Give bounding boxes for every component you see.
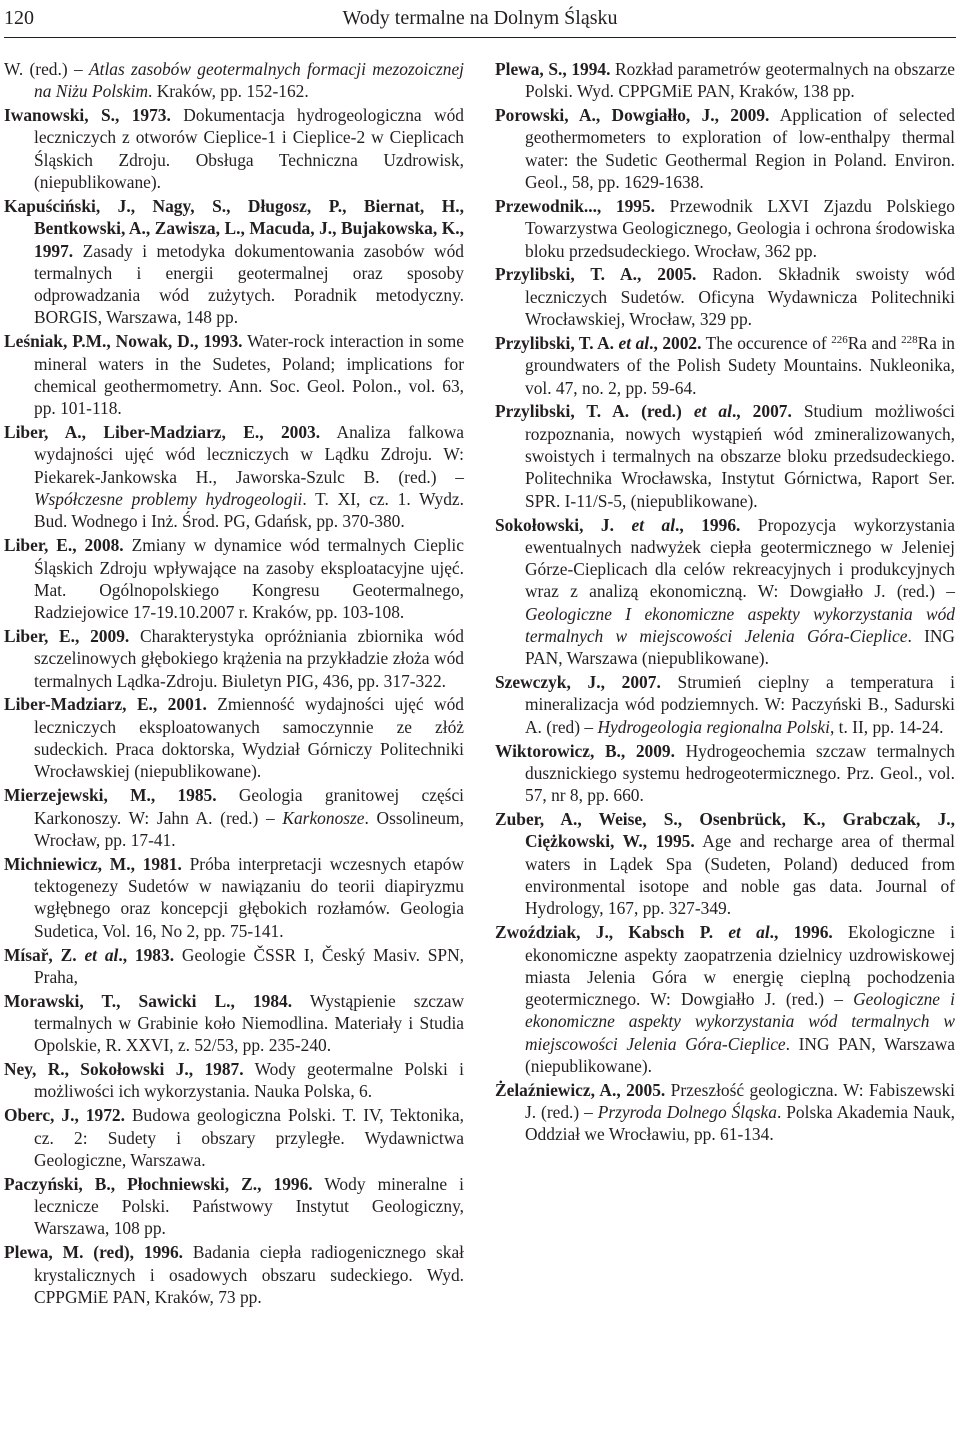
reference-text: Strumień cieplny a temperatura i mineralizacja wód podziemnych. W: Paczyński B., Sadurski A. (red) – xyxy=(525,672,955,737)
reference-author: Przylibski, T. A., 2005. xyxy=(495,264,697,285)
reference-entry xyxy=(495,740,955,807)
reference-entry xyxy=(4,104,464,193)
reference-author: Liber, E., 2008. xyxy=(4,535,124,556)
reference-author: Ney, R., Sokołowski J., 1987. xyxy=(4,1059,244,1080)
reference-text: Rozkład parametrów geotermalnych na obszarze Polski. Wyd. CPPGMiE PAN, Kraków, 138 pp. xyxy=(525,59,956,102)
reference-author: Szewczyk, J., 2007. xyxy=(495,672,661,693)
running-header xyxy=(4,4,956,32)
reference-entry xyxy=(4,195,464,329)
reference-title: Atlas zasobów geotermalnych formacji mezozoicznej na Niżu Polskim xyxy=(34,59,464,102)
reference-text: . Kraków, pp. 152-162. xyxy=(148,81,309,102)
reference-author: Mísař, Z. xyxy=(4,944,85,965)
reference-entry xyxy=(495,514,955,670)
reference-text: The occurence of xyxy=(701,332,832,353)
reference-text: Studium możliwości rozpoznania, nowych wystąpień wód zmineralizowanych, swoistych i termalnych na obszarze bloku przedsudeckiego. Politechnika Wrocławska, Instytut Górnictwa, Raport Ser. SPR. I-11/S-5, (niepublikowane). xyxy=(525,401,955,511)
reference-text: Przeszłość geologiczna. W: Fabiszewski J. (red.) – xyxy=(525,1079,955,1123)
reference-entry xyxy=(495,263,955,330)
reference-entry xyxy=(4,693,464,782)
reference-text: Analiza falkowa wydajności ujęć wód leczniczych w Lądku Zdroju. W: Piekarek-Jankowska H., Jaworska-Szulc B. (red.) – xyxy=(34,422,464,487)
reference-entry xyxy=(495,921,955,1077)
reference-text: Ra and xyxy=(847,332,902,353)
reference-entry xyxy=(4,534,464,623)
reference-author: Zwoździak, J., Kabsch P. xyxy=(495,922,729,943)
reference-text: Przewodnik LXVI Zjazdu Polskiego Towarzystwa Geologicznego, Geologia i ochrona środowiska bloku przedsudeckiego. Wrocław, 362 pp. xyxy=(525,195,955,261)
reference-author: Paczyński, B., Płochniewski, Z., 1996. xyxy=(4,1173,313,1194)
reference-entry xyxy=(4,853,464,942)
reference-text: Zasady i metodyka dokumentowania zasobów wód termalnych i energii geotermalnej oraz sposoby odprowadzania wód zużytych. Poradnik metodyczny. BORGIS, Warszawa, 148 pp. xyxy=(34,240,464,328)
reference-text: Badania ciepła radiogenicznego skał krystalicznych i osadowych obszaru sudeckiego. Wyd. CPPGMiE PAN, Kraków, 73 pp. xyxy=(34,1242,464,1307)
reference-entry xyxy=(4,1173,464,1240)
reference-author: Plewa, S., 1994. xyxy=(495,59,611,79)
reference-text: . Polska Akademia Nauk, Oddział we Wrocławiu, pp. 61-134. xyxy=(525,1102,955,1145)
reference-author: et al xyxy=(618,332,650,353)
reference-text: Ra in groundwaters of the Polish Sudety Mountains. Nukleonika, vol. 47, no. 2, pp. 59-64. xyxy=(525,332,955,398)
reference-text: W. (red.) – xyxy=(4,59,89,79)
reference-author: et al xyxy=(728,922,770,943)
reference-author: Zuber, A., Weise, S., Osenbrück, K., Grabczak, J., Ciężkowski, W., 1995. xyxy=(495,809,955,852)
reference-author: Kapuściński, J., Nagy, S., Długosz, P., Biernat, H., Bentkowski, A., Zawisza, L., Macuda, J., Bujakowska, K., 1997. xyxy=(4,195,464,261)
reference-title: Współczesne problemy hydrogeologii xyxy=(34,489,303,510)
reference-author: Iwanowski, S., 1973. xyxy=(4,105,171,126)
reference-text: 228 xyxy=(901,333,918,346)
reference-text: Zmiany w dynamice wód termalnych Cieplic Śląskich Zdroju wpływające na zasoby eksploatacyjne ujęć. Mat. Ogólnopolskiego Kongresu Geotermalnego, Radziejowice 17-19.10.2007 r. Kraków, pp. 103-108. xyxy=(34,535,464,623)
reference-text: Hydrogeochemia szczaw termalnych dusznickiego systemu hedrogeotermicznego. Prz. Geol., vol. 57, nr 8, pp. 660. xyxy=(525,740,955,806)
reference-author: Liber, E., 2009. xyxy=(4,625,130,646)
reference-author: Żelaźniewicz, A., 2005. xyxy=(495,1079,666,1100)
reference-title: Przyroda Dolnego Śląska xyxy=(597,1102,777,1123)
reference-entry xyxy=(4,1058,464,1103)
reference-entry xyxy=(495,195,955,262)
reference-text: Wody mineralne i lecznicze Polski. Państwowy Instytut Geologiczny, Warszawa, 108 pp. xyxy=(34,1173,464,1239)
reference-text: Age and recharge area of thermal waters in Lądek Spa (Sudeten, Poland) deduced from environmental isotope and noble gas data. Journal of Hydrology, 167, pp. 327-349. xyxy=(525,831,956,919)
reference-text: Wystąpienie szczaw termalnych w Grabinie koło Niemodlina. Materiały i Studia Opolskie, R. XXVI, z. 52/53, pp. 235-240. xyxy=(34,990,464,1056)
reference-author: ., 1996. xyxy=(675,514,741,535)
reference-text: Radon. Składnik swoisty wód leczniczych Sudetów. Oficyna Wydawnicza Politechniki Wrocławskiej, Wrocław, 329 pp. xyxy=(525,264,955,330)
reference-text: Budowa geologiczna Polski. T. IV, Tektonika, cz. 2: Sudety i obszary przyległe. Wydawnictwa Geologiczne, Warszawa. xyxy=(34,1105,464,1170)
reference-author: ., 2002. xyxy=(649,332,702,353)
reference-author: ., 2007. xyxy=(731,401,792,422)
reference-text: Application of selected geothermometers to exploration of low-enthalpy thermal water: the Sudetic Geothermal Region in Poland. Environ. Geol., 58, pp. 1629-1638. xyxy=(525,105,955,193)
reference-entry xyxy=(495,58,955,103)
reference-title: Karkonosze xyxy=(282,807,365,828)
reference-author: Przylibski, T. A. xyxy=(495,332,619,353)
reference-text: Geologie ČSSR I, Český Masiv. SPN, Praha, xyxy=(34,944,465,987)
reference-author: Porowski, A., Dowgiałło, J., 2009. xyxy=(495,105,770,126)
reference-text: Geologia granitowej części Karkonoszy. W: Jahn A. (red.) – xyxy=(34,785,464,828)
page-number: 120 xyxy=(4,7,34,29)
reference-entry xyxy=(4,625,464,692)
reference-entry xyxy=(4,990,464,1057)
reference-author: ., 1996. xyxy=(769,922,833,943)
reference-text: . T. XI, cz. 1. Wydz. Bud. Wodnego i Inż. Środ. PG, Gdańsk, pp. 370-380. xyxy=(34,489,464,532)
reference-text: Water-rock interaction in some mineral waters in the Sudetes, Poland; implications for chemical geothermometry. Ann. Soc. Geol. Polon., vol. 63, pp. 101-118. xyxy=(34,331,464,419)
reference-text: Zmienność wydajności ujęć wód leczniczych eksploatowanych samoczynnie ze złóż sudeckich. Praca doktorska, Wydział Górniczy Politechniki Wrocławskiej (niepublikowane). xyxy=(34,694,464,782)
reference-entry xyxy=(4,1104,464,1171)
reference-text: Dokumentacja hydrogeologiczna wód leczniczych z otworów Cieplice-1 i Cieplice-2 w Cieplicach Śląskich Zdroju. Obsługa Techniczna Uzdrowisk, (niepublikowane). xyxy=(34,105,464,193)
reference-author: Liber-Madziarz, E., 2001. xyxy=(4,694,207,715)
reference-author: Oberc, J., 1972. xyxy=(4,1105,125,1126)
reference-author: Wiktorowicz, B., 2009. xyxy=(495,740,675,761)
reference-entry xyxy=(495,671,955,738)
reference-text: . ING PAN, Warszawa (niepublikowane). xyxy=(525,625,955,669)
reference-author: et al xyxy=(84,944,119,965)
header-rule xyxy=(4,37,956,38)
reference-text: 226 xyxy=(831,333,848,346)
reference-author: Leśniak, P.M., Nowak, D., 1993. xyxy=(4,331,243,352)
reference-text: , t. II, pp. 14-24. xyxy=(829,716,944,737)
reference-title: Hydrogeologia regionalna Polski xyxy=(597,716,830,737)
reference-text: . Ossolineum, Wrocław, pp. 17-41. xyxy=(34,807,464,850)
reference-author: Przylibski, T. A. (red.) xyxy=(495,401,694,422)
reference-entry xyxy=(4,330,464,419)
reference-author: Mierzejewski, M., 1985. xyxy=(4,785,217,806)
reference-text: Wody geotermalne Polski i możliwości ich wykorzystania. Nauka Polska, 6. xyxy=(34,1059,464,1102)
reference-entry xyxy=(495,808,955,919)
running-title: Wody termalne na Dolnym Śląsku xyxy=(342,7,618,29)
reference-author: Sokołowski, J. xyxy=(495,514,632,535)
reference-entry xyxy=(495,104,955,193)
reference-entry xyxy=(495,332,955,399)
reference-author: et al xyxy=(631,514,676,535)
reference-author: ., 1983. xyxy=(118,944,175,965)
reference-author: et al xyxy=(693,401,732,422)
reference-text: Próba interpretacji wczesnych etapów tektogenezy Sudetów w nawiązaniu do teorii diapiryzmu wgłębnego oraz koncepcji głębokich rozłamów. Geologia Sudetica, Vol. 16, No 2, pp. 75-141. xyxy=(34,853,465,941)
reference-entry xyxy=(495,400,955,511)
reference-title: Geologiczne i ekonomiczne aspekty wykorzystania wód termalnych w miejscowości Jelenia Góra-Cieplice xyxy=(525,989,956,1054)
reference-author: Morawski, T., Sawicki L., 1984. xyxy=(4,990,293,1011)
reference-entry xyxy=(4,421,464,532)
reference-text: Ekologiczne i ekonomiczne aspekty zaopatrzenia dzielnicy uzdrowiskowej miasta Jelenia Góra w energię cieplną pochodzenia geotermicznego. W: Dowgiałło J. (red.) – xyxy=(525,922,955,1010)
reference-entry xyxy=(4,1241,464,1308)
references-left-column xyxy=(4,58,464,1310)
reference-text: . ING PAN, Warszawa (niepublikowane). xyxy=(525,1033,955,1076)
reference-entry xyxy=(4,784,464,851)
reference-text: Charakterystyka opróżniania zbiornika wód szczelinowych głębokiego krążenia na przykładzie złoża wód termalnych Lądka-Zdroju. Biuletyn PIG, 436, pp. 317-322. xyxy=(34,625,464,691)
reference-author: Michniewicz, M., 1981. xyxy=(4,853,182,874)
reference-entry xyxy=(495,1079,955,1146)
reference-entry xyxy=(4,944,464,989)
reference-title: Geologiczne I ekonomiczne aspekty wykorzystania wód termalnych w miejscowości Jelenia Góra-Cieplice xyxy=(525,603,955,646)
reference-text: Propozycja wykorzystania ewentualnych nadwyżek ciepła geotermicznego w Jeleniej Górze-Cieplicach dla celów rekreacyjnych i produkcyjnych wraz z analizą ekonomiczną. W: Dowgiałło J. (red.) – xyxy=(525,514,956,602)
reference-author: Plewa, M. (red), 1996. xyxy=(4,1242,184,1263)
reference-author: Liber, A., Liber-Madziarz, E., 2003. xyxy=(4,422,321,443)
reference-author: Przewodnik..., 1995. xyxy=(495,195,656,216)
reference-entry xyxy=(4,58,464,103)
references-right-column xyxy=(495,58,955,1147)
